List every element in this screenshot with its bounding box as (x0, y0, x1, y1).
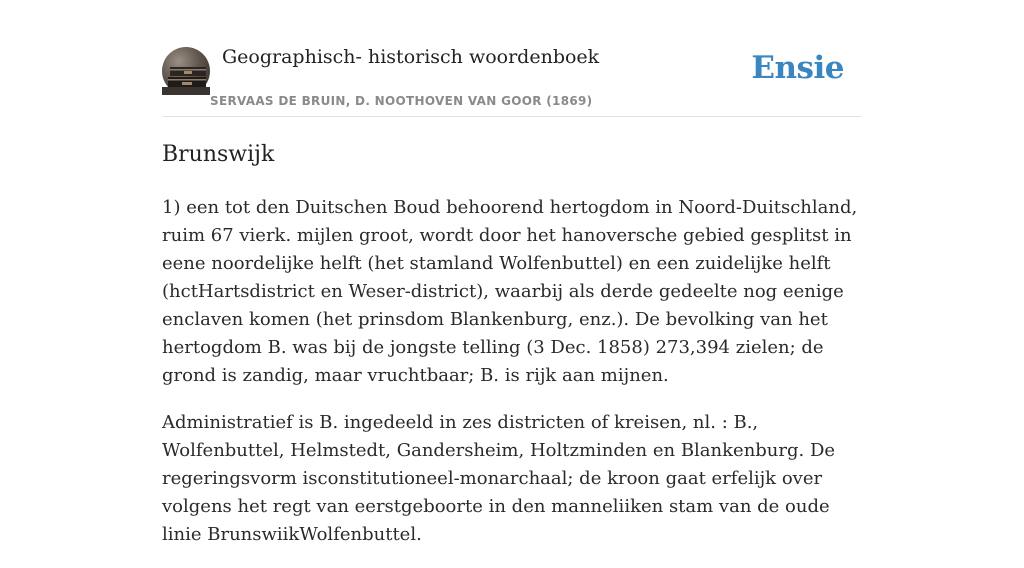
ensie-logo[interactable]: Ensie (751, 50, 844, 86)
book-author: SERVAAS DE BRUIN, D. NOOTHOVEN VAN GOOR (1869) (210, 94, 593, 108)
entry-content (162, 138, 862, 568)
book-cover-avatar[interactable] (162, 47, 210, 95)
entry-title: Brunswijk (162, 142, 275, 167)
book-title[interactable]: Geographisch- historisch woordenboek (222, 46, 600, 68)
entry-paragraph: Administratief is B. ingedeeld in zes districten of kreisen, nl. : B., Wolfenbuttel, Helmstedt, Gandersheim, Holtzminden en Blankenburg. De regeringsvorm isconstitutioneel-monarchaal; de kroon gaat erfelijk over volgens het regt van eerstgeboorte in den manneliiken stam van de oude linie BrunswiikWolfenbuttel. (162, 412, 836, 545)
entry-paragraph: 1) een tot den Duitschen Boud behoorend hertogdom in Noord-Duitschland, ruim 67 vierk. mijlen groot, wordt door het hanoversche gebied gesplitst in eene noordelijke helft (het stamland Wolfenbuttel) en een zuidelijke helft (hctHartsdistrict en Weser-district), waarbij als derde gedeelte nog eenige enclaven komen (het prinsdom Blankenburg, enz.). De bevolking van het hertogdom B. was bij de jongste telling (3 Dec. 1858) 273,394 zielen; de grond is zandig, maar vruchtbaar; B. is rijk aan mijnen. (162, 197, 858, 386)
header (162, 0, 862, 117)
entry-text (162, 194, 862, 549)
book-stack-icon (162, 47, 210, 95)
